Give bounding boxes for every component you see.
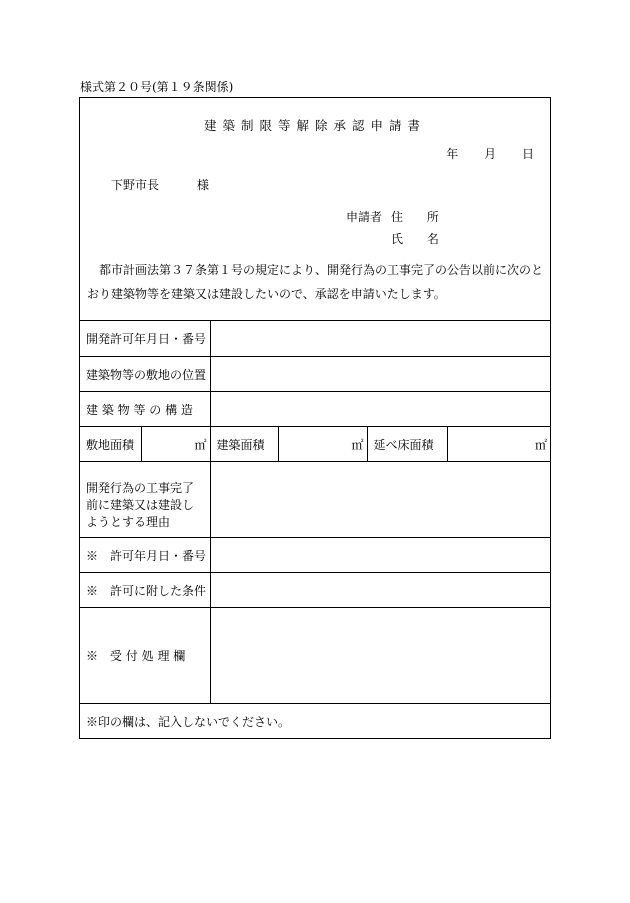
conditions-field bbox=[210, 573, 550, 608]
applicant-label: 申請者 bbox=[346, 210, 383, 224]
table-row bbox=[80, 392, 550, 427]
table-row bbox=[80, 321, 550, 357]
site-location-field[interactable] bbox=[210, 357, 550, 392]
address-label: 住 所 bbox=[391, 210, 449, 224]
table-row bbox=[80, 357, 550, 392]
table-row bbox=[80, 538, 550, 573]
form-number: 様式第２０号(第１９条関係) bbox=[80, 80, 234, 94]
table-row bbox=[80, 704, 550, 739]
name-label: 氏 名 bbox=[391, 232, 449, 246]
building-area-label: 建築面積 bbox=[210, 427, 278, 462]
table-row bbox=[80, 427, 550, 462]
permit-date-number2-label: ※ 許可年月日・番号 bbox=[80, 538, 210, 573]
unit-sqm: ㎡ bbox=[194, 437, 207, 452]
form-header bbox=[80, 98, 550, 320]
table-row bbox=[80, 462, 550, 538]
reception-field bbox=[210, 608, 550, 704]
permit-date-number-field[interactable] bbox=[210, 321, 550, 357]
table-row bbox=[80, 573, 550, 608]
building-area-field[interactable] bbox=[278, 427, 367, 462]
applicant-block bbox=[346, 206, 449, 250]
permit-date-number2-field bbox=[210, 538, 550, 573]
date-year: 年 bbox=[446, 147, 459, 161]
structure-field[interactable] bbox=[210, 392, 550, 427]
reason-field[interactable] bbox=[210, 462, 550, 538]
site-location-label: 建築物等の敷地の位置 bbox=[80, 357, 210, 392]
date-day: 日 bbox=[521, 147, 534, 161]
recipient bbox=[111, 176, 209, 193]
site-area-field[interactable] bbox=[141, 427, 210, 462]
reception-label: ※ 受 付 処 理 欄 bbox=[80, 608, 210, 704]
table-row bbox=[80, 608, 550, 704]
total-floor-area-field[interactable] bbox=[447, 427, 550, 462]
application-form bbox=[79, 97, 551, 739]
recipient-name: 下野市長 bbox=[111, 178, 160, 192]
date-month: 月 bbox=[484, 147, 497, 161]
unit-sqm: ㎡ bbox=[351, 437, 364, 452]
total-floor-area-label: 延べ床面積 bbox=[367, 427, 447, 462]
form-title: 建築制限等解除承認申請書 bbox=[203, 118, 426, 133]
conditions-label: ※ 許可に附した条件 bbox=[80, 573, 210, 608]
reason-label: 開発行為の工事完了前に建築又は建設しようとする理由 bbox=[80, 462, 210, 538]
body-text: 都市計画法第３７条第１号の規定により、開発行為の工事完了の公告以前に次のとおり建築物等を建築又は建設したいので、承認を申請いたします。 bbox=[87, 263, 544, 301]
unit-sqm: ㎡ bbox=[535, 437, 548, 452]
structure-label: 建 築 物 等 の 構 造 bbox=[80, 392, 210, 427]
form-table bbox=[80, 320, 550, 739]
site-area-label: 敷地面積 bbox=[80, 427, 141, 462]
date-line bbox=[424, 145, 534, 162]
permit-date-number-label: 開発許可年月日・番号 bbox=[80, 321, 210, 357]
footnote: ※印の欄は、記入しないでください。 bbox=[80, 704, 550, 739]
recipient-honorific: 様 bbox=[197, 178, 210, 192]
